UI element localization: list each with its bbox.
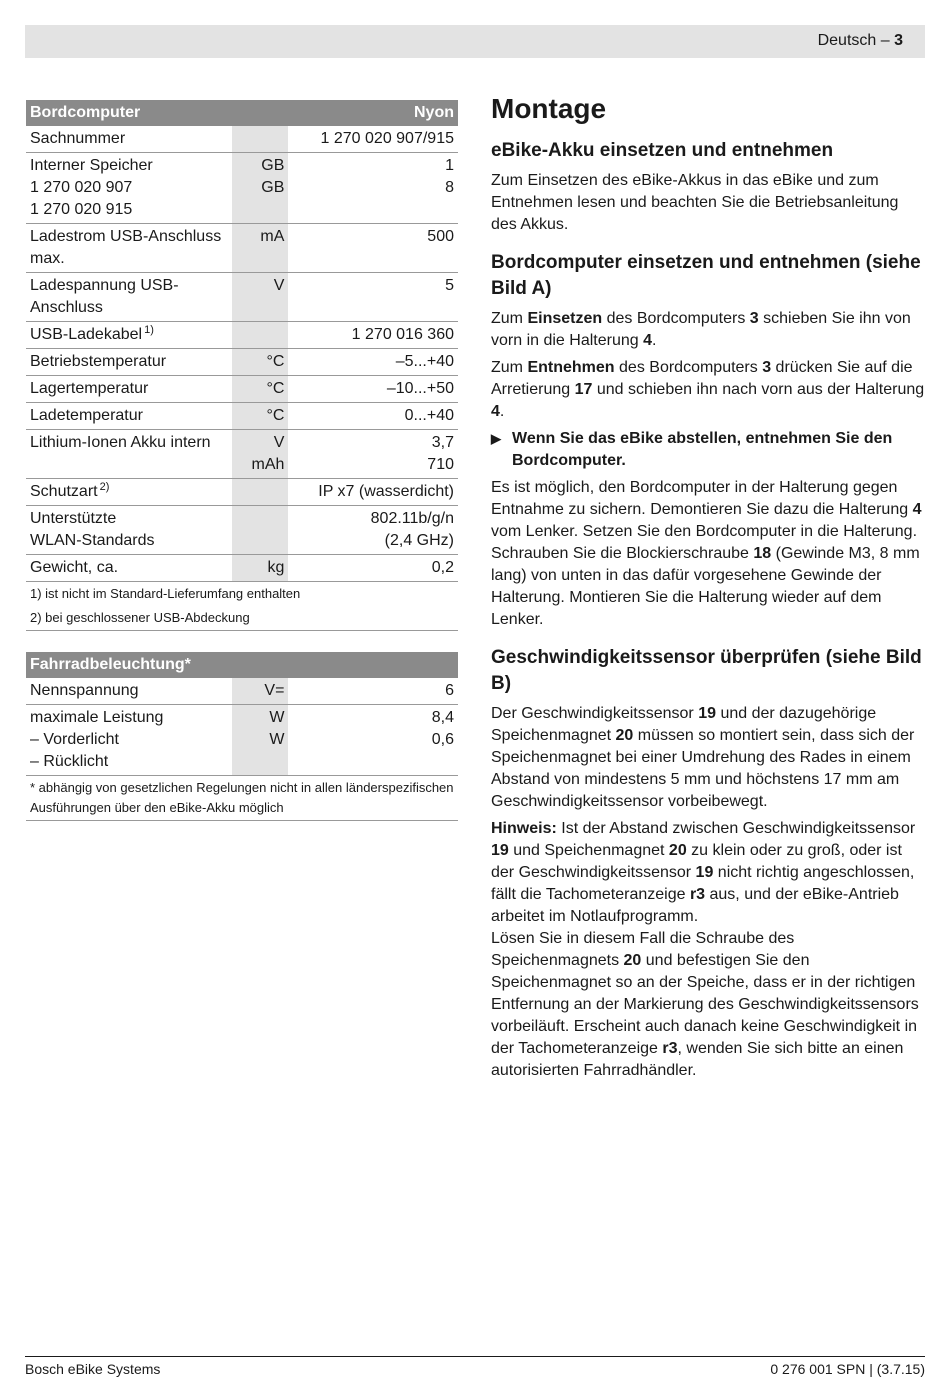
spec-label — [26, 224, 232, 273]
section-title: Montage — [491, 93, 607, 124]
label-line: 1 270 020 907 — [30, 179, 133, 196]
bordcomputer-spec-table — [26, 100, 458, 631]
value-line: 0,2 — [431, 559, 454, 576]
warning-text: Wenn Sie das eBike abstellen, entnehmen Sie den Bordcomputer. — [512, 430, 893, 469]
spec-unit — [232, 678, 289, 705]
text-run: drücken Sie auf die Arretierung — [491, 359, 913, 398]
label-line: Gewicht, ca. — [30, 559, 119, 576]
value-line: 1 270 020 907/915 — [320, 130, 454, 147]
table-row — [26, 506, 458, 555]
spec-value — [288, 224, 458, 273]
paragraph-sichern — [491, 477, 925, 631]
emphasis: 4 — [643, 332, 652, 349]
text-run: , wenden Sie sich bitte an einen autorisierten Fahrradhändler. — [491, 1040, 904, 1079]
spec-unit — [232, 349, 289, 376]
table-row — [26, 126, 458, 153]
value-line: 3,7 — [431, 434, 454, 451]
spec-label — [26, 555, 232, 582]
paragraph-loesen — [491, 928, 925, 1082]
page-number: 3 — [894, 32, 903, 49]
spec-label — [26, 479, 232, 506]
unit-line: °C — [266, 407, 285, 424]
spec-label — [26, 349, 232, 376]
spec-value — [288, 555, 458, 582]
spec-value — [288, 506, 458, 555]
value-line: 1 — [445, 157, 454, 174]
unit-line: mA — [260, 228, 285, 245]
spec-label — [26, 273, 232, 322]
label-line: Nennspannung — [30, 682, 139, 699]
label-line: – Vorderlicht — [30, 731, 119, 748]
table-row — [26, 403, 458, 430]
label-line: maximale Leistung — [30, 709, 164, 726]
unit-line: GB — [261, 179, 285, 196]
label-line: Sachnummer — [30, 130, 126, 147]
text-run: . — [652, 332, 657, 349]
table-row — [26, 678, 458, 705]
text-run: aus, und der eBike-Antrieb arbeitet im Notlaufprogramm. — [491, 886, 899, 925]
text-run: des Bordcomputers — [614, 359, 763, 376]
spec-unit — [232, 273, 289, 322]
text-run: und der dazugehörige Speichenmagnet — [491, 705, 877, 744]
emphasis: 18 — [753, 545, 772, 562]
text-run: Es ist möglich, den Bordcomputer in der Halterung gegen Entnahme zu sichern. Demontieren Sie dazu die Halterung — [491, 479, 913, 518]
right-column — [491, 92, 925, 1087]
text-run: und Speichenmagnet — [508, 842, 669, 859]
spec-unit — [232, 224, 289, 273]
label-line: Lithium-Ionen Akku intern — [30, 434, 211, 451]
spec-unit — [232, 555, 289, 582]
value-line: 5 — [445, 277, 454, 294]
label-line: – Rücklicht — [30, 753, 109, 770]
table-row — [26, 705, 458, 776]
arrow-icon: ▶ — [491, 431, 501, 446]
table-row — [26, 273, 458, 322]
paragraph-entnehmen — [491, 357, 925, 423]
spec-label — [26, 376, 232, 403]
footnote: * abhängig von gesetzlichen Regelungen nicht in allen länderspezifischen Ausführungen über den eBike-Akku möglich — [26, 776, 458, 821]
footnote-ref: 1) — [144, 323, 154, 336]
text-run: vom Lenker. Setzen Sie den Bordcomputer in die Halterung. Schrauben Sie die Blockierschraube — [491, 523, 918, 562]
emphasis: Hinweis: — [491, 820, 557, 837]
label-line: 1 270 020 915 — [30, 201, 133, 218]
paragraph-akku: Zum Einsetzen des eBike-Akkus in das eBike und zum Entnehmen lesen und beachten Sie die Betriebsanleitung des Akkus. — [491, 172, 899, 233]
emphasis: 20 — [623, 952, 642, 969]
footnote: 1) ist nicht im Standard-Lieferumfang enthalten — [30, 586, 301, 601]
table-title: Fahrradbeleuchtung* — [26, 652, 458, 678]
warning-bullet — [491, 428, 925, 472]
spec-value — [288, 273, 458, 322]
footer-doc-number: 0 276 001 SPN | (3.7.15) — [770, 1361, 925, 1377]
emphasis: 4 — [912, 501, 922, 518]
label-line: max. — [30, 250, 65, 267]
text-run: . — [499, 403, 505, 420]
lighting-spec-table — [26, 652, 458, 821]
spec-unit — [232, 376, 289, 403]
spec-label — [26, 322, 232, 349]
value-line: 0,6 — [431, 731, 454, 748]
spec-value — [288, 322, 458, 349]
value-line: 710 — [427, 456, 454, 473]
table-row — [26, 376, 458, 403]
table-row — [26, 430, 458, 479]
footnote-ref: 2) — [99, 480, 110, 493]
emphasis: 17 — [574, 381, 593, 398]
label-line: USB-Ladekabel — [30, 326, 143, 343]
text-run: und schieben ihn nach vorn aus der Halterung — [592, 381, 925, 398]
table-model: Nyon — [288, 100, 458, 126]
footer-divider — [25, 1356, 925, 1357]
value-line: 8 — [445, 179, 454, 196]
left-column — [26, 100, 458, 821]
text-run: schieben Sie ihn von vorn in die Halterung — [491, 310, 911, 349]
footnote-row — [26, 582, 458, 607]
table-row — [26, 153, 458, 224]
header-language: Deutsch — [817, 32, 877, 49]
label-line: Ladetemperatur — [30, 407, 143, 424]
unit-line: °C — [266, 380, 285, 397]
spec-value — [288, 376, 458, 403]
table-row — [26, 479, 458, 506]
label-line: Unterstützte — [30, 510, 117, 527]
unit-line: V — [273, 434, 285, 451]
spec-unit — [232, 126, 289, 153]
label-line: Ladespannung USB- — [30, 277, 179, 294]
unit-line: W — [269, 709, 285, 726]
page-header — [818, 32, 903, 50]
spec-label — [26, 705, 232, 776]
spec-unit — [232, 506, 289, 555]
text-run: zu klein oder zu groß, oder ist der Geschwindigkeitssensor — [491, 842, 902, 881]
text-run: Zum — [491, 359, 528, 376]
label-line: Lagertemperatur — [30, 380, 149, 397]
value-line: –10...+50 — [386, 380, 454, 397]
text-run: Der Geschwindigkeitssensor — [491, 705, 699, 722]
spec-unit — [232, 430, 289, 479]
emphasis: 19 — [491, 842, 509, 859]
label-line: Schutzart — [30, 483, 98, 500]
spec-unit — [232, 153, 289, 224]
emphasis: 20 — [668, 842, 687, 859]
unit-line: V= — [264, 682, 285, 699]
unit-line: W — [269, 731, 285, 748]
table-row — [26, 349, 458, 376]
value-line: –5...+40 — [395, 353, 454, 370]
spec-value — [288, 349, 458, 376]
unit-line: mAh — [251, 456, 285, 473]
unit-line: GB — [261, 157, 285, 174]
spec-unit — [232, 322, 289, 349]
value-line: 1 270 016 360 — [351, 326, 454, 343]
paragraph-einsetzen — [491, 308, 925, 352]
label-line: Anschluss — [30, 299, 103, 316]
header-separator: – — [876, 32, 895, 49]
spec-value — [288, 705, 458, 776]
table-title: Bordcomputer — [26, 100, 288, 126]
label-line: Betriebstemperatur — [30, 353, 167, 370]
text-run: (Gewinde M3, 8 mm lang) von unten in das dafür vorgesehene Gewinde der Halterung. Montieren Sie die Halterung wieder auf dem Lenker. — [491, 545, 920, 628]
value-line: 500 — [427, 228, 454, 245]
emphasis: r3 — [662, 1040, 678, 1057]
spec-unit — [232, 479, 289, 506]
table-row — [26, 322, 458, 349]
text-run: müssen so montiert sein, dass sich der Speichenmagnet bei einer Umdrehung des Rades in einem Abstand von mindestens 5 mm und höchstens 17 mm am Geschwindigkeitssensor vorbeibewegt. — [491, 727, 915, 810]
value-line: IP x7 (wasserdicht) — [318, 483, 454, 500]
label-line: Interner Speicher — [30, 157, 153, 174]
spec-label — [26, 506, 232, 555]
heading-bordcomputer: Bordcomputer einsetzen und entnehmen (siehe Bild A) — [491, 252, 921, 299]
header-bar — [25, 25, 925, 58]
table-header — [26, 652, 458, 678]
text-run: nicht richtig angeschlossen, fällt die Tachometeranzeige — [491, 864, 915, 903]
text-run: Ist der Abstand zwischen Geschwindigkeitssensor — [556, 820, 916, 837]
table-header — [26, 100, 458, 126]
spec-unit — [232, 705, 289, 776]
footnote: 2) bei geschlossener USB-Abdeckung — [26, 606, 458, 631]
spec-value — [288, 403, 458, 430]
value-line: 6 — [445, 682, 454, 699]
value-line: (2,4 GHz) — [384, 532, 454, 549]
unit-line: V — [273, 277, 285, 294]
spec-value — [288, 430, 458, 479]
heading-sensor: Geschwindigkeitssensor überprüfen (siehe Bild B) — [491, 647, 922, 694]
footnote-row — [26, 776, 458, 821]
text-run: und befestigen Sie den Speichenmagnet so an der Speiche, dass er in der richtigen Entfernung an der Markierung des Geschwindigkeitssensors vorbeiläuft. Erscheint auch danach keine Geschwindigkeit in der Tachometeranzeige — [491, 952, 919, 1057]
emphasis: 3 — [749, 310, 759, 327]
spec-label — [26, 430, 232, 479]
spec-value — [288, 678, 458, 705]
spec-label — [26, 403, 232, 430]
paragraph-hinweis — [491, 818, 925, 928]
emphasis: 3 — [762, 359, 772, 376]
unit-line: kg — [267, 559, 285, 576]
emphasis: 4 — [491, 403, 500, 420]
spec-unit — [232, 403, 289, 430]
spec-value — [288, 126, 458, 153]
unit-line: °C — [266, 353, 285, 370]
value-line: 8,4 — [431, 709, 454, 726]
emphasis: r3 — [689, 886, 706, 903]
table-row — [26, 224, 458, 273]
spec-label — [26, 153, 232, 224]
emphasis: 19 — [698, 705, 716, 722]
value-line: 802.11b/g/n — [370, 510, 454, 527]
footnote-row — [26, 606, 458, 631]
text-run: Zum — [491, 310, 528, 327]
emphasis: 19 — [695, 864, 714, 881]
paragraph-sensor — [491, 703, 925, 813]
emphasis: Einsetzen — [527, 310, 603, 327]
text-run: Lösen Sie in diesem Fall die Schraube des Speichenmagnets — [491, 930, 795, 969]
spec-label — [26, 678, 232, 705]
spec-value — [288, 479, 458, 506]
label-line: WLAN-Standards — [30, 532, 155, 549]
table-row — [26, 555, 458, 582]
emphasis: Entnehmen — [527, 359, 615, 376]
text-run: des Bordcomputers — [602, 310, 750, 327]
emphasis: 20 — [615, 727, 634, 744]
label-line: Ladestrom USB-Anschluss — [30, 228, 222, 245]
spec-label — [26, 126, 232, 153]
value-line: 0...+40 — [404, 407, 454, 424]
spec-value — [288, 153, 458, 224]
heading-akku: eBike-Akku einsetzen und entnehmen — [491, 140, 834, 161]
footer-brand: Bosch eBike Systems — [25, 1361, 161, 1377]
